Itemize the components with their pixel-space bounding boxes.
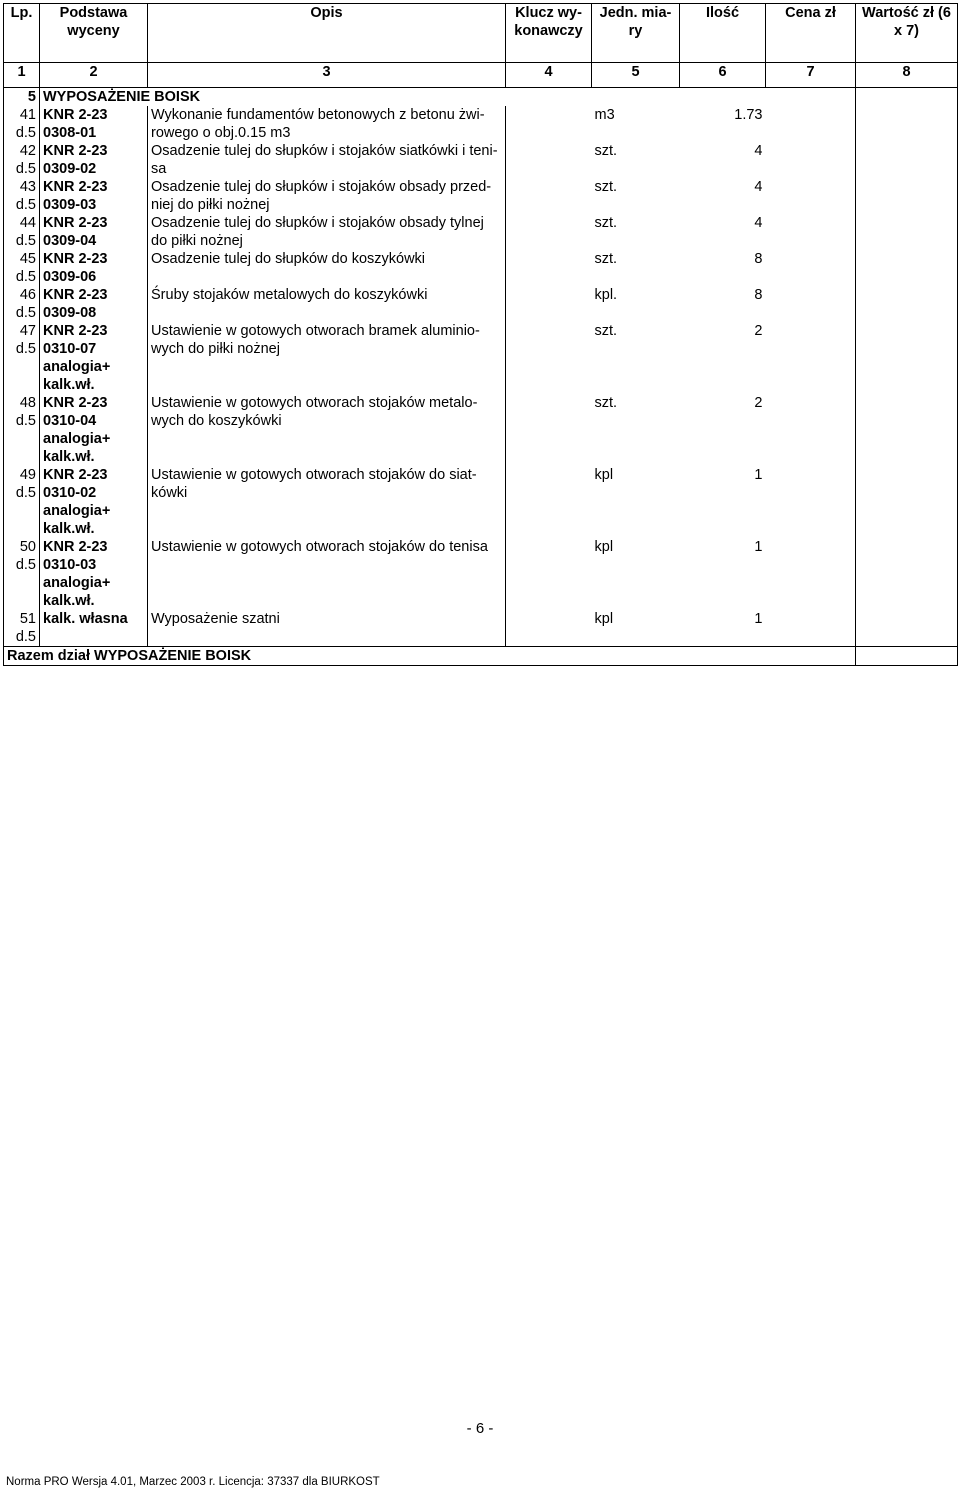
row-klucz (506, 466, 592, 538)
row-cena (766, 394, 856, 466)
row-podstawa-line1: KNR 2-23 (43, 179, 108, 195)
row-podstawa-line1: KNR 2-23 (43, 467, 108, 483)
row-podstawa-line2: 0310-07 analogia+ kalk.wł. (43, 341, 111, 393)
row-cena (766, 466, 856, 538)
row-cena (766, 610, 856, 647)
table-row (4, 214, 958, 250)
row-podstawa-line2: 0308-01 (43, 125, 97, 141)
row-podstawa-line1: KNR 2-23 (43, 539, 108, 555)
table-row (4, 466, 958, 538)
row-ilosc: 4 (754, 215, 763, 231)
row-opis: Ustawienie w gotowych otworach stojaków metalo-wych do koszykówki (148, 394, 506, 466)
row-podstawa (40, 394, 148, 466)
row-wartosc (856, 142, 958, 178)
row-klucz (506, 250, 592, 286)
section-row (4, 88, 958, 107)
row-cena (766, 538, 856, 610)
row-opis: Ustawienie w gotowych otworach stojaków do tenisa (148, 538, 506, 610)
table-row (4, 286, 958, 322)
row-podstawa-line1: KNR 2-23 (43, 107, 108, 123)
row-lp: 51 d.5 (4, 610, 40, 647)
row-opis: Wyposażenie szatni (148, 610, 506, 647)
row-jedn: szt. (594, 179, 618, 195)
row-podstawa-line1: KNR 2-23 (43, 287, 108, 303)
row-podstawa (40, 322, 148, 394)
row-klucz (506, 106, 592, 142)
row-opis: Osadzenie tulej do słupków i stojaków obsady tylnej do piłki nożnej (148, 214, 506, 250)
header-wartosc: Wartość zł (6 x 7) (856, 4, 958, 63)
row-podstawa (40, 250, 148, 286)
row-opis: Ustawienie w gotowych otworach stojaków do siat-kówki (148, 466, 506, 538)
row-wartosc (856, 394, 958, 466)
header-jedn: Jedn. mia-ry (592, 4, 680, 63)
row-ilosc: 1.73 (734, 107, 763, 123)
row-jedn: szt. (594, 143, 618, 159)
row-wartosc (856, 466, 958, 538)
col-number: 1 (4, 63, 40, 88)
row-ilosc: 1 (754, 611, 763, 627)
row-cena (766, 214, 856, 250)
row-podstawa-line1: KNR 2-23 (43, 323, 108, 339)
header-klucz: Klucz wy-konawczy (506, 4, 592, 63)
row-wartosc (856, 322, 958, 394)
row-podstawa-line2: 0310-04 analogia+ kalk.wł. (43, 413, 111, 465)
header-podstawa: Podstawa wyceny (40, 4, 148, 63)
table-row (4, 250, 958, 286)
col-number: 5 (592, 63, 680, 88)
row-ilosc: 2 (754, 323, 763, 339)
table-row (4, 538, 958, 610)
row-jedn: kpl (594, 539, 614, 555)
row-ilosc: 1 (754, 539, 763, 555)
row-lp: 47 d.5 (4, 322, 40, 394)
section-lp: 5 (4, 88, 40, 107)
row-ilosc: 8 (754, 287, 763, 303)
row-podstawa-line1: KNR 2-23 (43, 395, 108, 411)
row-jedn: szt. (594, 215, 618, 231)
row-opis: Ustawienie w gotowych otworach bramek aluminio-wych do piłki nożnej (148, 322, 506, 394)
table-row (4, 142, 958, 178)
table-row (4, 178, 958, 214)
row-ilosc: 8 (754, 251, 763, 267)
row-lp: 50 d.5 (4, 538, 40, 610)
row-ilosc: 4 (754, 143, 763, 159)
row-klucz (506, 286, 592, 322)
row-jedn: szt. (594, 323, 618, 339)
column-number-row (4, 63, 958, 88)
row-podstawa-line2: 0310-03 analogia+ kalk.wł. (43, 557, 111, 609)
table-row (4, 394, 958, 466)
row-jedn: m3 (594, 107, 615, 123)
row-klucz (506, 178, 592, 214)
row-wartosc (856, 250, 958, 286)
row-ilosc: 4 (754, 179, 763, 195)
row-opis: Osadzenie tulej do słupków do koszykówki (148, 250, 506, 286)
col-number: 7 (766, 63, 856, 88)
col-number: 8 (856, 63, 958, 88)
row-klucz (506, 538, 592, 610)
row-klucz (506, 394, 592, 466)
row-klucz (506, 610, 592, 647)
row-podstawa (40, 538, 148, 610)
page-number: - 6 - (466, 1420, 494, 1437)
header-row (4, 4, 958, 63)
row-podstawa-line2: kalk. własna (43, 611, 128, 627)
row-jedn: kpl (594, 611, 614, 627)
row-ilosc: 1 (754, 467, 763, 483)
license-note: Norma PRO Wersja 4.01, Marzec 2003 r. Licencja: 37337 dla BIURKOST (6, 1476, 380, 1488)
row-podstawa-line1: KNR 2-23 (43, 143, 108, 159)
row-lp: 42 d.5 (4, 142, 40, 178)
row-podstawa-line2: 0309-08 (43, 305, 97, 321)
row-cena (766, 322, 856, 394)
row-wartosc (856, 610, 958, 647)
row-cena (766, 106, 856, 142)
row-klucz (506, 214, 592, 250)
row-cena (766, 250, 856, 286)
cost-estimate-table (3, 3, 958, 666)
row-opis: Osadzenie tulej do słupków i stojaków siatkówki i teni-sa (148, 142, 506, 178)
table-row (4, 322, 958, 394)
row-klucz (506, 322, 592, 394)
col-number: 2 (40, 63, 148, 88)
row-klucz (506, 142, 592, 178)
row-cena (766, 286, 856, 322)
row-lp: 44 d.5 (4, 214, 40, 250)
row-podstawa-line2: 0309-03 (43, 197, 97, 213)
row-opis: Wykonanie fundamentów betonowych z betonu żwi-rowego o obj.0.15 m3 (148, 106, 506, 142)
row-wartosc (856, 286, 958, 322)
row-jedn: szt. (594, 395, 618, 411)
section-title: WYPOSAŻENIE BOISK (40, 88, 856, 107)
section-wartosc-cell (856, 88, 958, 107)
footer-label: Razem dział WYPOSAŻENIE BOISK (4, 647, 856, 666)
header-cena: Cena zł (766, 4, 856, 63)
row-podstawa (40, 178, 148, 214)
row-podstawa-line2: 0309-02 (43, 161, 97, 177)
header-ilosc: Ilość (680, 4, 766, 63)
row-podstawa (40, 142, 148, 178)
footer-wartosc-cell (856, 647, 958, 666)
row-jedn: szt. (594, 251, 618, 267)
row-lp: 48 d.5 (4, 394, 40, 466)
row-podstawa-line2: 0310-02 analogia+ kalk.wł. (43, 485, 111, 537)
row-cena (766, 142, 856, 178)
col-number: 6 (680, 63, 766, 88)
row-podstawa-line2: 0309-04 (43, 233, 97, 249)
row-jedn: kpl (594, 467, 614, 483)
row-lp: 49 d.5 (4, 466, 40, 538)
row-lp: 43 d.5 (4, 178, 40, 214)
row-podstawa-line1: KNR 2-23 (43, 251, 108, 267)
row-jedn: kpl. (594, 287, 618, 303)
row-wartosc (856, 106, 958, 142)
row-ilosc: 2 (754, 395, 763, 411)
row-podstawa (40, 106, 148, 142)
header-lp: Lp. (4, 4, 40, 63)
row-wartosc (856, 538, 958, 610)
table-body (4, 88, 958, 647)
table-row (4, 610, 958, 647)
footer-row (4, 647, 958, 666)
row-lp: 45 d.5 (4, 250, 40, 286)
row-podstawa (40, 466, 148, 538)
row-lp: 41 d.5 (4, 106, 40, 142)
row-opis: Osadzenie tulej do słupków i stojaków obsady przed-niej do piłki nożnej (148, 178, 506, 214)
row-wartosc (856, 214, 958, 250)
col-number: 4 (506, 63, 592, 88)
row-opis: Śruby stojaków metalowych do koszykówki (148, 286, 506, 322)
col-number: 3 (148, 63, 506, 88)
row-podstawa-line2: 0309-06 (43, 269, 97, 285)
row-wartosc (856, 178, 958, 214)
row-lp: 46 d.5 (4, 286, 40, 322)
header-opis: Opis (148, 4, 506, 63)
row-podstawa (40, 610, 148, 647)
row-podstawa-line1: KNR 2-23 (43, 215, 108, 231)
table-row (4, 106, 958, 142)
row-podstawa (40, 286, 148, 322)
row-cena (766, 178, 856, 214)
row-podstawa (40, 214, 148, 250)
